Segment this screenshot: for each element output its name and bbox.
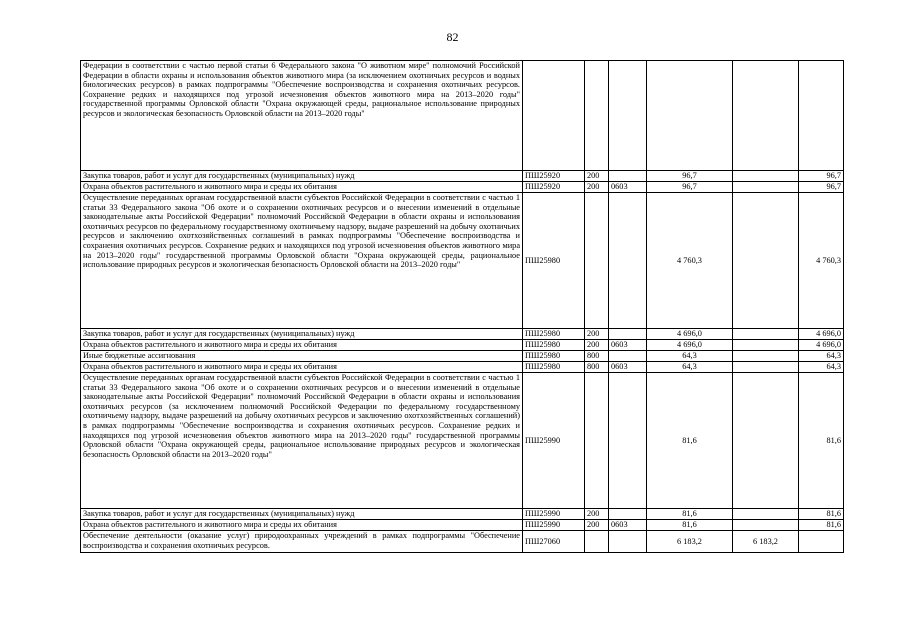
row-description: Охрана объектов растительного и животного мира и среды их обитания xyxy=(81,362,523,373)
row-amount-federal: 96,7 xyxy=(799,182,844,193)
row-amount-total: 96,7 xyxy=(647,171,733,182)
row-amount-federal: 81,6 xyxy=(799,373,844,509)
row-section: 0603 xyxy=(609,362,647,373)
row-amount-federal: 96,7 xyxy=(799,171,844,182)
row-amount-regional xyxy=(733,182,799,193)
row-description: Иные бюджетные ассигнования xyxy=(81,351,523,362)
row-code: ПШ25980 xyxy=(523,340,585,351)
row-description: Охрана объектов растительного и животного мира и среды их обитания xyxy=(81,340,523,351)
row-amount-federal: 4 760,3 xyxy=(799,193,844,329)
row-expense-type: 800 xyxy=(585,362,609,373)
row-section xyxy=(609,61,647,171)
row-amount-regional xyxy=(733,362,799,373)
row-code: ПШ25920 xyxy=(523,171,585,182)
table-row xyxy=(81,520,844,531)
row-amount-regional: 6 183,2 xyxy=(733,531,799,553)
row-amount-federal: 81,6 xyxy=(799,509,844,520)
row-amount-total: 81,6 xyxy=(647,520,733,531)
row-description: Охрана объектов растительного и животного мира и среды их обитания xyxy=(81,182,523,193)
table-row xyxy=(81,171,844,182)
row-code xyxy=(523,61,585,171)
row-description: Закупка товаров, работ и услуг для государственных (муниципальных) нужд xyxy=(81,509,523,520)
row-amount-regional xyxy=(733,329,799,340)
row-section: 0603 xyxy=(609,182,647,193)
row-code: ПШ25980 xyxy=(523,329,585,340)
table-row xyxy=(81,509,844,520)
row-amount-total: 81,6 xyxy=(647,509,733,520)
table-row xyxy=(81,373,844,509)
row-expense-type xyxy=(585,193,609,329)
row-amount-regional xyxy=(733,520,799,531)
row-code: ПШ25990 xyxy=(523,520,585,531)
row-code: ПШ25990 xyxy=(523,373,585,509)
row-code: ПШ25980 xyxy=(523,193,585,329)
row-expense-type: 200 xyxy=(585,340,609,351)
row-amount-federal: 64,3 xyxy=(799,351,844,362)
row-amount-total: 64,3 xyxy=(647,351,733,362)
row-amount-total: 96,7 xyxy=(647,182,733,193)
table-row xyxy=(81,351,844,362)
row-amount-regional xyxy=(733,509,799,520)
row-expense-type: 200 xyxy=(585,329,609,340)
row-section: 0603 xyxy=(609,340,647,351)
table-row xyxy=(81,61,844,171)
row-expense-type: 200 xyxy=(585,520,609,531)
row-amount-federal xyxy=(799,61,844,171)
row-code: ПШ25980 xyxy=(523,362,585,373)
row-amount-total: 64,3 xyxy=(647,362,733,373)
row-expense-type: 200 xyxy=(585,182,609,193)
row-expense-type: 800 xyxy=(585,351,609,362)
row-amount-total: 4 696,0 xyxy=(647,329,733,340)
row-amount-total: 4 696,0 xyxy=(647,340,733,351)
row-section: 0603 xyxy=(609,520,647,531)
row-section xyxy=(609,329,647,340)
row-amount-regional xyxy=(733,61,799,171)
row-amount-total: 6 183,2 xyxy=(647,531,733,553)
table-row xyxy=(81,340,844,351)
row-amount-total: 81,6 xyxy=(647,373,733,509)
row-amount-federal: 4 696,0 xyxy=(799,329,844,340)
row-code: ПШ25920 xyxy=(523,182,585,193)
row-expense-type xyxy=(585,373,609,509)
row-amount-regional xyxy=(733,340,799,351)
row-amount-regional xyxy=(733,193,799,329)
row-amount-federal: 64,3 xyxy=(799,362,844,373)
budget-table xyxy=(80,60,844,553)
table-row xyxy=(81,193,844,329)
row-section xyxy=(609,373,647,509)
row-code: ПШ25990 xyxy=(523,509,585,520)
row-description: Охрана объектов растительного и животного мира и среды их обитания xyxy=(81,520,523,531)
page-number: 82 xyxy=(446,30,459,44)
row-amount-regional xyxy=(733,171,799,182)
row-description: Закупка товаров, работ и услуг для государственных (муниципальных) нужд xyxy=(81,329,523,340)
table-row xyxy=(81,329,844,340)
row-section xyxy=(609,531,647,553)
row-description: Обеспечение деятельности (оказание услуг) природоохранных учреждений в рамках подпрограммы "Обеспечение воспроизводства и сохранения охотничьих ресурсов. xyxy=(81,531,523,553)
row-amount-federal: 4 696,0 xyxy=(799,340,844,351)
row-expense-type xyxy=(585,531,609,553)
row-amount-regional xyxy=(733,351,799,362)
row-expense-type xyxy=(585,61,609,171)
row-expense-type: 200 xyxy=(585,171,609,182)
table-row xyxy=(81,182,844,193)
row-amount-federal: 81,6 xyxy=(799,520,844,531)
row-amount-total: 4 760,3 xyxy=(647,193,733,329)
table-row xyxy=(81,362,844,373)
row-expense-type: 200 xyxy=(585,509,609,520)
row-description: Федерации в соответствии с частью первой статьи 6 Федерального закона "О животном мире" полномочий Российской Федерации в области охраны и использования объектов животного мира (за исключением охотничьих ресурсов и водных биологических ресурсов) в рамках подпрограммы "Обеспечение воспроизводства и сохранения охотничьих ресурсов. Сохранение редких и находящихся под угрозой исчезновения объектов животного мира на 2013–2020 годы" государственной программы Орловской области "Охрана окружающей среды, рациональное использование природных ресурсов и экологическая безопасность Орловской области на 2013–2020 годы" xyxy=(81,61,523,171)
row-description: Закупка товаров, работ и услуг для государственных (муниципальных) нужд xyxy=(81,171,523,182)
row-section xyxy=(609,193,647,329)
row-description: Осуществление переданных органам государственной власти субъектов Российской Федерации в соответствии с частью 1 статьи 33 Федерального закона "Об охоте и о сохранении охотничьих ресурсов и о внесении изменений в отдельные законодательные акты Российской Федерации" полномочий Российской Федерации в области охраны и использования охотничьих ресурсов по федеральному государственному охотничьему надзору, выдаче разрешений на добычу охотничьих ресурсов и заключению охотхозяйственных соглашений в рамках подпрограммы "Обеспечение воспроизводства и сохранения охотничьих ресурсов. Сохранение редких и находящихся под угрозой исчезновения объектов животного мира на 2013–2020 годы" государственной программы Орловской области "Охрана окружающей среды, рациональное использование природных ресурсов и экологическая безопасность Орловской области на 2013–2020 годы" xyxy=(81,193,523,329)
row-code: ПШ25980 xyxy=(523,351,585,362)
table-row xyxy=(81,531,844,553)
row-description: Осуществление переданных органам государственной власти субъектов Российской Федерации в соответствии с частью 1 статьи 33 Федерального закона "Об охоте и о сохранении охотничьих ресурсов и о внесении изменений в отдельные законодательные акты Российской Федерации" полномочий Российской Федерации в области охраны и использования охотничьих ресурсов (за исключением полномочий Российской Федерации по федеральному государственному охотничьему надзору, выдаче разрешений на добычу охотничьих ресурсов и заключению охотхозяйственных соглашений) в рамках подпрограммы "Обеспечение воспроизводства и сохранения охотничьих ресурсов. Сохранение редких и находящихся под угрозой исчезновения объектов животного мира на 2013–2020 годы" государственной программы Орловской области "Охрана окружающей среды, рациональное использование природных ресурсов и экологическая безопасность Орловской области на 2013–2020 годы" xyxy=(81,373,523,509)
row-section xyxy=(609,509,647,520)
row-code: ПШ27060 xyxy=(523,531,585,553)
row-section xyxy=(609,171,647,182)
row-amount-federal xyxy=(799,531,844,553)
row-amount-total xyxy=(647,61,733,171)
row-amount-regional xyxy=(733,373,799,509)
row-section xyxy=(609,351,647,362)
